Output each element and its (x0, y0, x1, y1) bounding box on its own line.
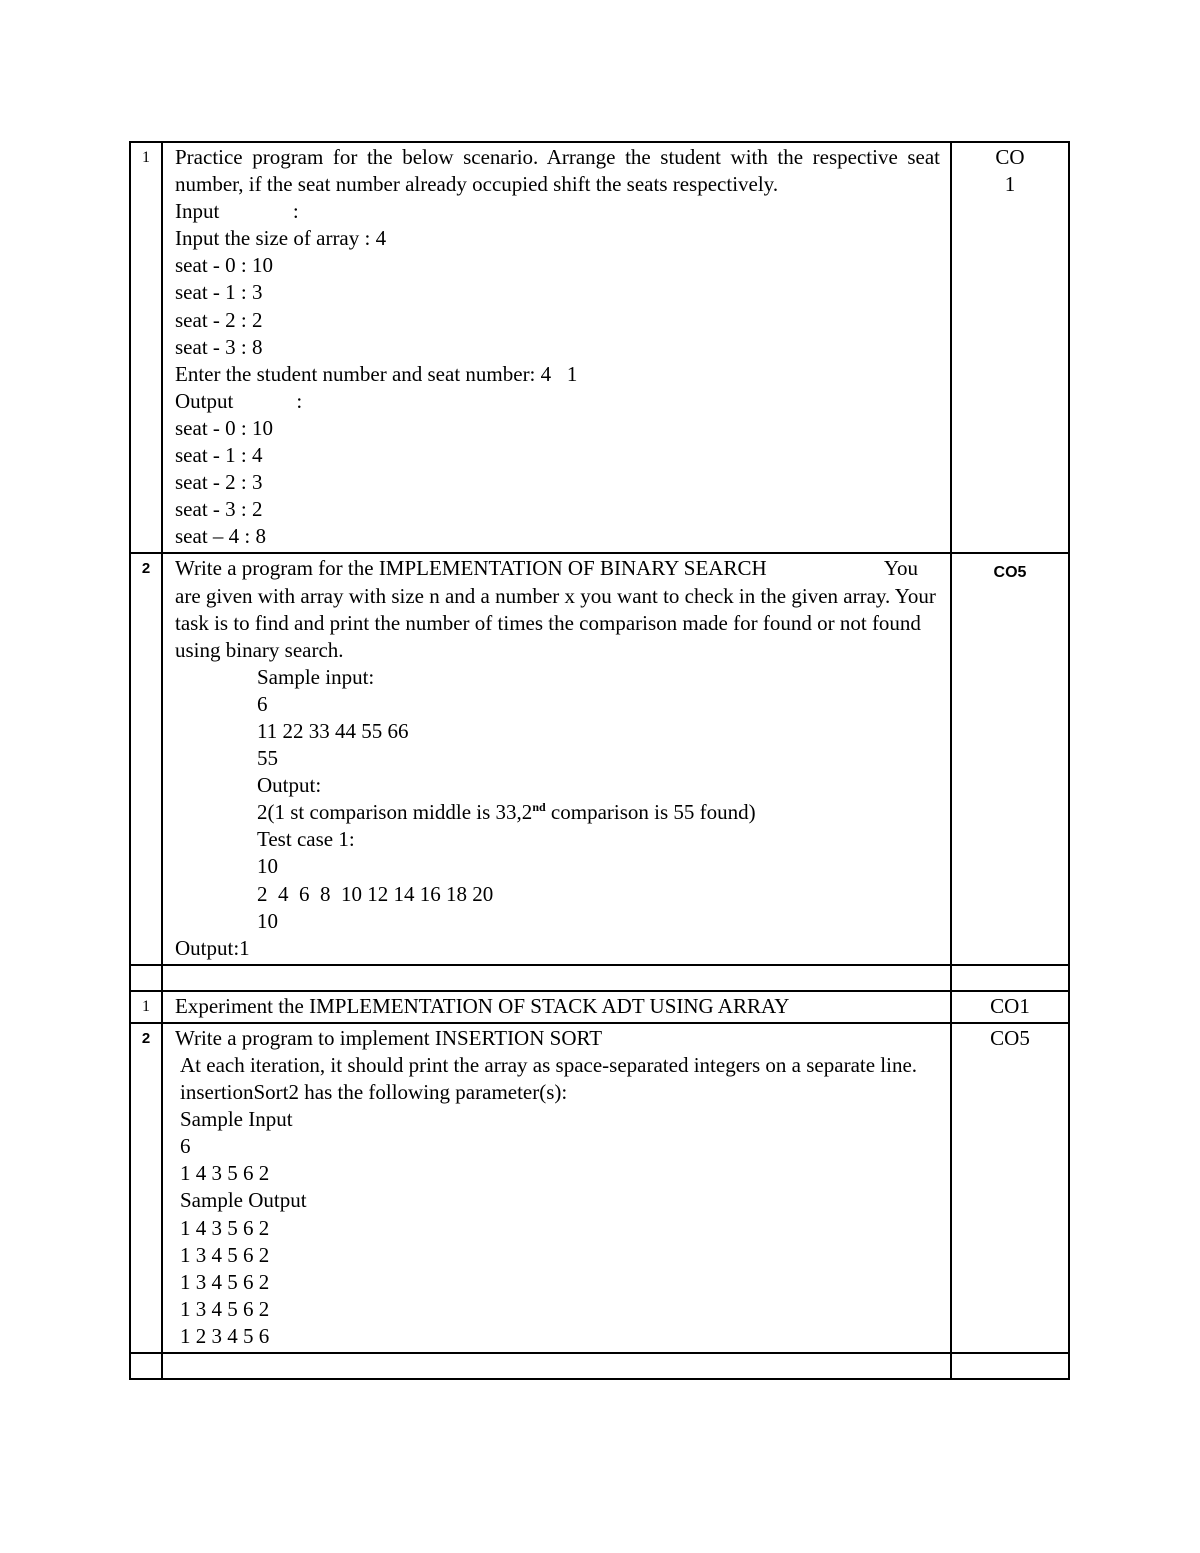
text-line: seat - 1 : 3 (175, 280, 263, 305)
empty-cell (162, 1353, 951, 1379)
question-row (130, 142, 1069, 553)
course-outcome: CO5 (951, 553, 1069, 964)
text-line: Sample input: (257, 664, 375, 689)
question-number: 1 (130, 142, 162, 553)
question-row (130, 991, 1069, 1023)
text-line: Input the size of array : 4 (175, 226, 387, 251)
text-line: 1 3 4 5 6 2 (180, 1269, 270, 1294)
text-line: seat - 3 : 8 (175, 334, 263, 359)
text-line: Test case 1: (257, 827, 355, 852)
text-line: seat - 2 : 3 (175, 470, 263, 495)
question-title (175, 555, 940, 582)
question-intro: are given with array with size n and a number x you want to check in the given array. Your task is to find and print the number of times the comparison made for found or not found using binary search. (175, 583, 936, 662)
text-line: 1 3 4 5 6 2 (180, 1242, 270, 1267)
text-line: 1 4 3 5 6 2 (180, 1161, 270, 1186)
empty-cell (951, 1353, 1069, 1379)
empty-cell (130, 965, 162, 991)
co-value: 1 (1004, 172, 1016, 196)
empty-cell (951, 965, 1069, 991)
text-line: 10 (257, 908, 278, 933)
co-label: CO (995, 145, 1025, 169)
text-line: Input : (175, 199, 299, 224)
text-line: Enter the student number and seat number: 4 1 (175, 361, 578, 386)
title-text: Write a program for the IMPLEMENTATION OF BINARY SEARCH (175, 556, 767, 581)
text-line: Output: (257, 773, 322, 798)
text-line: seat - 0 : 10 (175, 253, 273, 278)
question-title: Write a program to implement INSERTION SORT (175, 1025, 603, 1050)
sample-lines (175, 664, 940, 799)
questions-table (129, 141, 1070, 1380)
comparison-after: comparison is 55 found) (545, 800, 756, 825)
text-line: seat - 3 : 2 (175, 497, 263, 522)
text-line: seat – 4 : 8 (175, 524, 266, 549)
empty-row (130, 965, 1069, 991)
question-text (162, 1023, 951, 1353)
question-number: 2 (130, 553, 162, 964)
course-outcome (951, 142, 1069, 553)
sample-lines (175, 1106, 940, 1350)
question-text (162, 553, 951, 964)
text-line: 1 3 4 5 6 2 (180, 1296, 270, 1321)
empty-cell (162, 965, 951, 991)
empty-row (130, 1353, 1069, 1379)
course-outcome: CO5 (951, 1023, 1069, 1353)
text-line: seat - 1 : 4 (175, 443, 263, 468)
question-lines (175, 198, 940, 550)
text-line: 6 (257, 691, 268, 716)
test-case-lines (175, 826, 940, 934)
text-line: 11 22 33 44 55 66 (257, 718, 409, 743)
comparison-before: 2(1 st comparison middle is 33,2 (257, 800, 533, 825)
question-number: 1 (130, 991, 162, 1023)
text-line: 2 4 6 8 10 12 14 16 18 20 (257, 881, 494, 906)
text-line: 55 (257, 746, 278, 771)
empty-cell (130, 1353, 162, 1379)
text-line: 6 (180, 1134, 191, 1159)
ordinal-suffix: nd (532, 800, 546, 815)
title-tail: You (883, 556, 918, 581)
question-text (162, 142, 951, 553)
text-line: 1 4 3 5 6 2 (180, 1215, 270, 1240)
question-text: Experiment the IMPLEMENTATION OF STACK ADT USING ARRAY (162, 991, 951, 1023)
question-number: 2 (130, 1023, 162, 1353)
course-outcome: CO1 (951, 991, 1069, 1023)
text-line: seat - 2 : 2 (175, 307, 263, 332)
text-line: Output : (175, 388, 303, 413)
question-intro: Practice program for the below scenario. Arrange the student with the respective seat number, if the seat number already occupied shift the seats respectively. (175, 145, 940, 197)
text-line: Sample Output (180, 1188, 307, 1213)
comparison-line (175, 799, 940, 826)
text-line: seat - 0 : 10 (175, 415, 273, 440)
question-row (130, 553, 1069, 964)
text-line: Sample Input (180, 1107, 293, 1132)
question-intro: At each iteration, it should print the array as space-separated integers on a separate line. insertionSort2 has the following parameter(s): (180, 1053, 918, 1105)
output-line: Output:1 (175, 935, 250, 960)
text-line: 10 (257, 854, 278, 879)
text-line: 1 2 3 4 5 6 (180, 1323, 270, 1348)
question-row (130, 1023, 1069, 1353)
